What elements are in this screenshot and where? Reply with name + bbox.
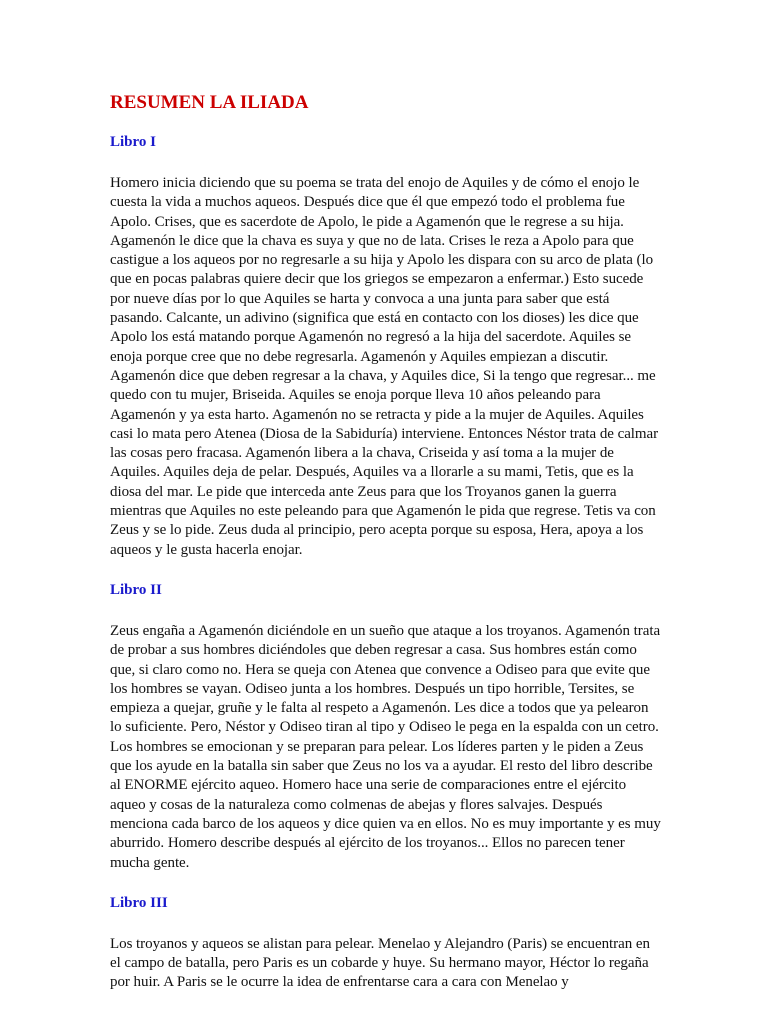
section-libro-2	[110, 580, 662, 873]
section-heading: Libro II	[110, 581, 162, 598]
section-paragraph: Homero inicia diciendo que su poema se trata del enojo de Aquiles y de cómo el enojo le cuesta la vida a muchos aqueos. Después dice que él que empezó todo el problema fue Apolo. Crises, que es sacerdote de Apolo, le pide a Agamenón que le regrese a su hija. Agamenón le dice que la chava es suya y que no de lata. Crises le reza a Apolo para que castigue a los aqueos por no regresarle a su hija y Apolo les dispara con su arco de plata (lo que en pocas palabras quiere decir que los griegos se empezaron a enfermar.) Esto sucede por nueve días por lo que Aquiles se harta y convoca a una junta para saber que está pasando. Calcante, un adivino (significa que está en contacto con los dioses) les dice que Apolo los está matando porque Agamenón no regresó a la hija del sacerdote. Aquiles se enoja porque cree que no debe regresarla. Agamenón y Aquiles empiezan a discutir. Agamenón dice que deben regresar a la chava, y Aquiles dice, Si la tengo que regresar... me quedo con tu mujer, Briseida. Aquiles se enoja porque lleva 10 años peleando para Agamenón y ya esta harto. Agamenón no se retracta y pide a la mujer de Aquiles. Aquiles casi lo mata pero Atenea (Diosa de la Sabiduría) interviene. Entonces Néstor trata de calmar las cosas pero fracasa. Agamenón libera a la chava, Criseida y así toma a la mujer de Aquiles. Aquiles deja de pelar. Después, Aquiles va a llorarle a su mami, Tetis, que es la diosa del mar. Le pide que interceda ante Zeus para que los Troyanos ganen la guerra mientras que Aquiles no este peleando para que Agamenón le pida que regrese. Tetis va con Zeus y se lo pide. Zeus duda al principio, pero acepta porque su esposa, Hera, apoya a los aqueos y le gusta hacerla enojar.	[110, 175, 659, 558]
section-paragraph: Los troyanos y aqueos se alistan para pelear. Menelao y Alejandro (Paris) se encuentran en el campo de batalla, pero Paris es un cobarde y huye. Su hermano mayor, Héctor lo regaña por huir. A Paris se le ocurre la idea de enfrentarse cara a cara con Menelao y	[110, 935, 650, 991]
section-heading: Libro I	[110, 134, 156, 150]
section-heading: Libro III	[110, 894, 168, 911]
document-page	[110, 90, 662, 1013]
section-paragraph: Zeus engaña a Agamenón diciéndole en un sueño que ataque a los troyanos. Agamenón trata de probar a sus hombres diciéndoles que deben regresar a casa. Sus hombres están como que, si claro como no. Hera se queja con Atenea que convence a Odiseo para que evite que los hombres se vayan. Odiseo junta a los hombres. Después un tipo horrible, Tersites, se empieza a quejar, gruñe y le falta al respeto a Agamenón. Les dice a todos que ya pelearon lo suficiente. Pero, Néstor y Odiseo tiran al tipo y Odiseo le pega en la espalda con un cetro. Los hombres se emocionan y se preparan para pelear. Los líderes parten y le piden a Zeus que los ayude en la batalla sin saber que Zeus no los va a ayudar. El resto del libro describe al ENORME ejército aqueo. Homero hace una serie de comparaciones entre el ejército aqueo y cosas de la naturaleza como colmenas de abejas y flores salvajes. Después menciona cada barco de los aqueos y dice quien va en ellos. No es muy importante y es muy aburrido. Homero describe después al ejército de los troyanos... Ellos no parecen tener mucha gente.	[110, 622, 661, 871]
section-libro-3	[110, 893, 662, 993]
section-libro-1	[110, 132, 662, 560]
document-title: RESUMEN LA ILIADA	[110, 92, 309, 113]
